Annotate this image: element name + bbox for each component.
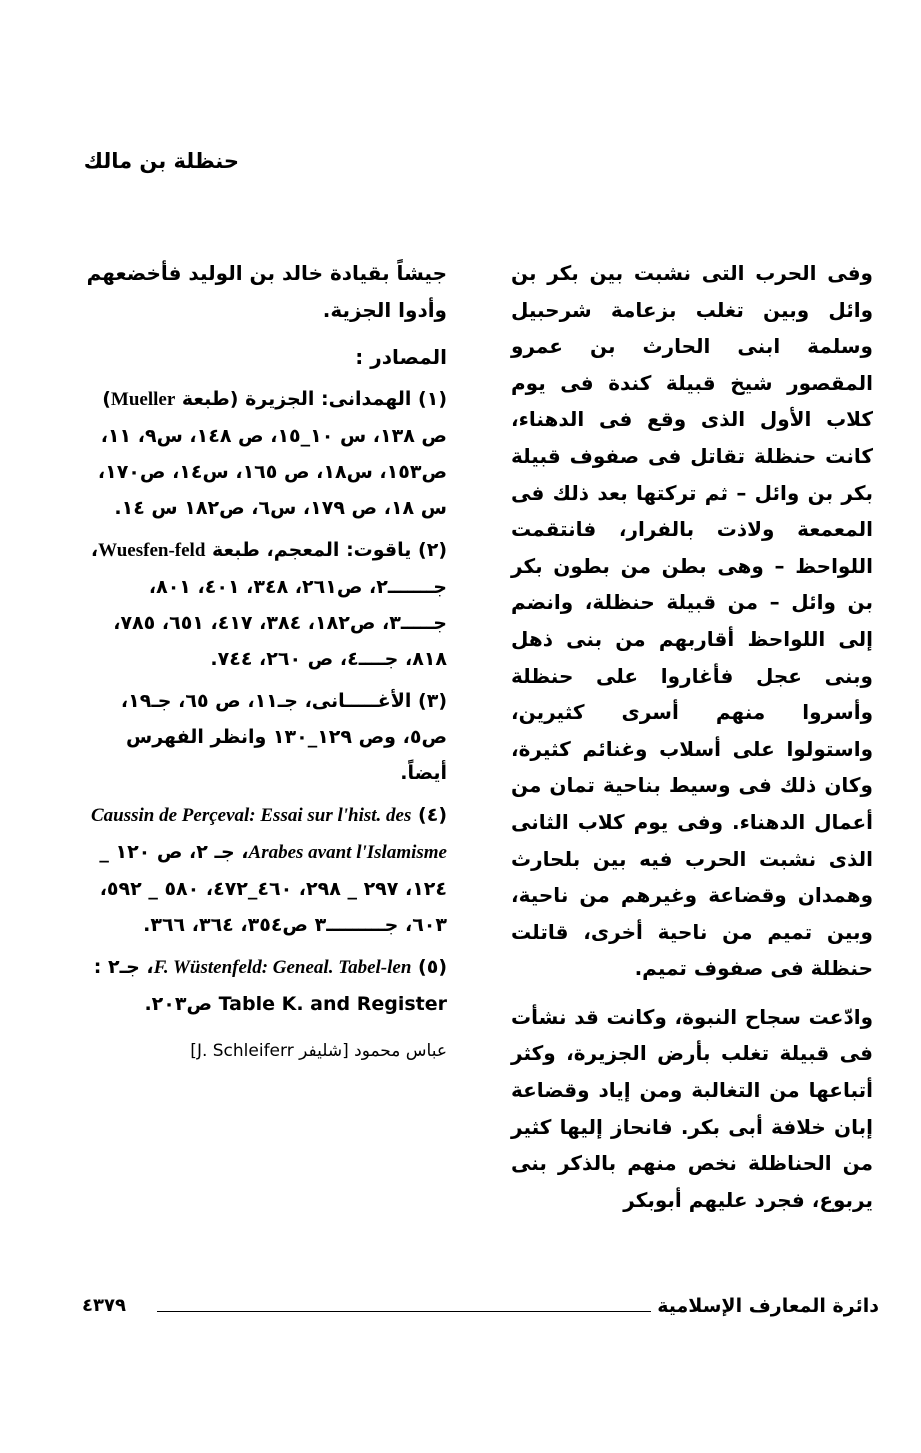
left-column — [79, 255, 447, 1066]
source-latin: Caussin de Perçeval: Essai sur l'hist. des Arabes avant l'Islamisme — [90, 805, 447, 863]
running-title: حنظلة بن مالك — [83, 149, 239, 173]
source-latin: Mueller — [110, 389, 176, 410]
source-text: ، جـ ٢، ص ١٢٠ _ ١٢٤، ٢٩٧ _ ٢٩٨، ٤٦٠_٤٧٢، ٥٨٠ _ ٥٩٢، ٦٠٣، جـــــــــ٣ ص٣٥٤، ٣٦٤، ٣٦٦. — [99, 841, 447, 936]
source-latin: Wuesfen-feld — [98, 540, 206, 561]
source-text: ) ص ١٣٨، س ١٠_١٥، ص ١٤٨، س٩، ١١، ص١٥٣، س١٨، ص ١٦٥، س١٤، ص١٧٠، س ١٨، ص ١٧٩، س٦، ص١٨٢ س ١٤. — [97, 388, 447, 519]
source-number: (١) — [418, 388, 447, 410]
continued-paragraph: جيشاً بقيادة خالد بن الوليد فأخضعهم وأدوا الجزية. — [86, 261, 447, 322]
source-entry — [79, 532, 447, 677]
source-text: ياقوت: المعجم، طبعة — [212, 539, 412, 561]
source-text: ، جـــــــ٢، ص٢٦١، ٣٤٨، ٤٠١، ٨٠١، جـــــ٣، ص١٨٢، ٣٨٤، ٤١٧، ٦٥١، ٧٨٥، ٨١٨، جــــ٤، ص ٢٦٠، ٧٤٤. — [90, 539, 447, 670]
source-text: الأغـــــانى، جـ١١، ص ٦٥، جـ١٩، ص٥، وص ١٢٩_١٣٠ وانظر الفهرس أيضاً. — [120, 690, 447, 784]
page-footer — [82, 1293, 879, 1319]
footer-encyclopedia-title: دائرة المعارف الإسلامية — [657, 1295, 879, 1317]
source-number: (٢) — [418, 539, 447, 561]
article-author: عباس محمود [شليفر J. Schleiferr] — [190, 1041, 447, 1061]
sources-heading: المصادر : — [355, 345, 447, 369]
footer-rule — [157, 1311, 651, 1312]
body-paragraph: وادّعت سجاح النبوة، وكانت قد نشأت فى قبيلة تغلب بأرض الجزيرة، وكثر أتباعها من التغالبة ومن إياد وقضاعة إبان خلافة أبى بكر. فانحاز إليها كثير من الحناظلة نخص منهم بالذكر بنى يربوع، فجرد عليهم أبوبكر — [511, 1004, 873, 1212]
source-number: (٣) — [418, 690, 447, 712]
source-entry — [79, 381, 447, 526]
source-entry — [79, 797, 447, 943]
source-latin: F. Wüstenfeld: Geneal. Tabel-len — [153, 957, 412, 978]
source-number: (٤) — [418, 804, 447, 826]
body-paragraph: وفى الحرب التى نشبت بين بكر بن وائل وبين تغلب بزعامة شرحبيل وسلمة ابنى الحارث بن عمرو المقصور شيخ قبيلة كندة فى يوم كلاب الأول الذى وقع فى الدهناء، كانت حنظلة تقاتل فى صفوف قبيلة بكر بن وائل – ثم تركتها بعد ذلك فى المعمعة ولاذت بالفرار، فانتقمت اللواحظ – وهى بطن من بطون بكر بن وائل – من قبيلة حنظلة، وانضم إلى اللواحظ أقاربهم من بنى ذهل وبنى عجل فأغاروا على حنظلة وأسروا منهم أسرى كثيرين، واستولوا على أسلاب وغنائم كثيرة، وكان ذلك فى وسيط بناحية تمان من أعمال الدهناء. وفى يوم كلاب الثانى الذى نشبت الحرب فيه بين بلحارث وهمدان وقضاعة وغيرهم من ناحية، وبين تميم من ناحية أخرى، قاتلت حنظلة فى صفوف تميم. — [511, 261, 873, 981]
source-text: الهمدانى: الجزيرة (طبعة — [181, 388, 412, 410]
source-number: (٥) — [418, 956, 447, 978]
source-entry — [79, 949, 447, 1022]
page-number: ٤٣٧٩ — [82, 1295, 126, 1316]
source-entry — [79, 683, 447, 791]
source-text: ، جـ٢ : Table K. and Register ص٢٠٣. — [93, 956, 447, 1015]
right-column — [511, 255, 873, 1218]
